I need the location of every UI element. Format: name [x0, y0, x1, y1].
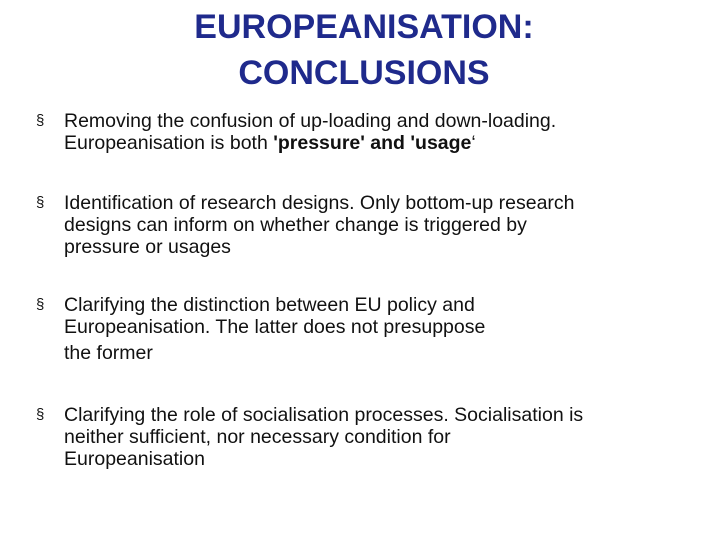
bullet-marker-icon: §: [36, 296, 45, 313]
slide-title: [0, 4, 720, 96]
bullet-text-line: designs can inform on whether change is triggered by: [64, 214, 527, 236]
bullet-bold-text: 'pressure' and 'usage: [273, 132, 472, 154]
bullet-item-research-designs: [36, 192, 575, 258]
slide-title-line-2: CONCLUSIONS: [238, 54, 490, 92]
bullet-text-line: neither sufficient, nor necessary condition for: [64, 426, 451, 448]
slide-title-line-1: EUROPEANISATION:: [194, 8, 534, 46]
bullet-text-line: Identification of research designs. Only bottom-up research: [64, 192, 575, 214]
bullet-item-socialisation: [36, 404, 583, 470]
bullet-text-line: the former: [64, 342, 153, 364]
bullet-text-segment: ‘: [471, 132, 476, 154]
bullet-marker-icon: §: [36, 406, 45, 423]
bullet-item-eu-policy-distinction: [36, 294, 485, 364]
bullet-marker-icon: §: [36, 112, 45, 129]
bullet-text-line: pressure or usages: [64, 236, 231, 258]
bullet-text-line: Clarifying the distinction between EU policy and: [64, 294, 475, 316]
bullet-text-line: [64, 132, 556, 154]
bullet-text-line: Removing the confusion of up-loading and down-loading.: [64, 110, 557, 132]
bullet-text-segment: Europeanisation is both: [64, 132, 274, 154]
bullet-text-line: Clarifying the role of socialisation processes. Socialisation is: [64, 404, 584, 426]
bullet-item-uploading-downloading: [36, 110, 556, 154]
bullet-text-line: Europeanisation. The latter does not presuppose: [64, 316, 486, 338]
bullet-marker-icon: §: [36, 194, 45, 211]
bullet-text-line: Europeanisation: [64, 448, 205, 470]
